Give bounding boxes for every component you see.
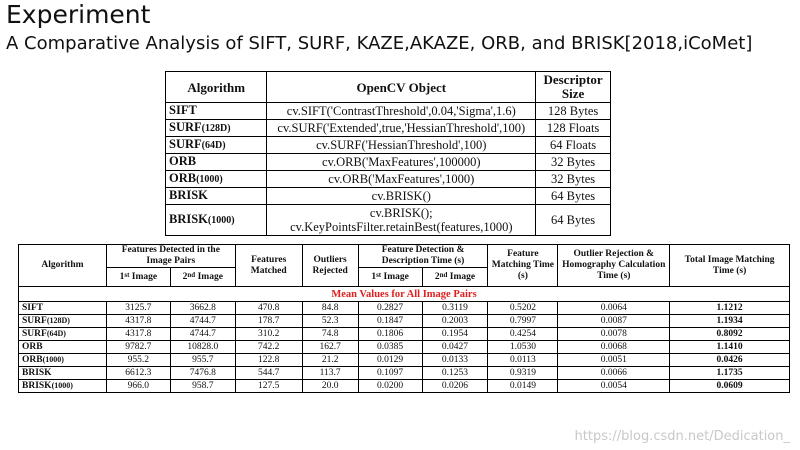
time-image-1-ordinal: st: [376, 270, 382, 279]
features-matched-cell: 127.5: [235, 380, 302, 393]
results-table: [18, 244, 790, 393]
algorithm-variant: (1000): [42, 355, 64, 364]
matching-time-cell: 0.0149: [488, 380, 558, 393]
objects-row: [166, 154, 611, 171]
descriptor-size-cell: 32 Bytes: [536, 154, 611, 171]
detection-time-image-1-cell: 0.0200: [358, 380, 422, 393]
outliers-rejected-cell: 21.2: [302, 354, 358, 367]
opencv-object-cell: [267, 205, 536, 236]
opencv-objects-table: [165, 71, 611, 236]
outliers-rejected-cell: 113.7: [302, 367, 358, 380]
opencv-object-cell: [267, 188, 536, 205]
detection-time-image-2-cell: 0.0133: [422, 354, 488, 367]
outlier-rejection-time-cell: 0.0054: [558, 380, 670, 393]
header-algorithm: Algorithm: [166, 72, 267, 103]
algorithm-name: SIFT: [22, 303, 44, 313]
opencv-object-cell: [267, 137, 536, 154]
image-2-word: Image: [195, 271, 223, 282]
features-image-1-cell: 6612.3: [106, 367, 170, 380]
algorithm-name: SURF: [169, 120, 202, 134]
header-time-image-1: [358, 268, 422, 287]
detection-time-image-2-cell: 0.0206: [422, 380, 488, 393]
features-matched-cell: 470.8: [235, 302, 302, 315]
opencv-object-line: cv.SURF('Extended',true,'HessianThreshold',100): [277, 120, 526, 135]
algorithm-cell: [19, 380, 107, 393]
time-image-2-number: 2: [434, 271, 440, 282]
time-image-1-number: 1: [371, 271, 377, 282]
features-image-2-cell: 10828.0: [170, 341, 235, 354]
opencv-object-cell: [267, 120, 536, 137]
header-image-2: [170, 268, 235, 287]
objects-row: [166, 171, 611, 188]
algorithm-name: ORB: [169, 154, 197, 168]
opencv-object-cell: [267, 171, 536, 188]
image-2-number: 2: [182, 271, 188, 282]
detection-time-image-1-cell: 0.1097: [358, 367, 422, 380]
outliers-rejected-cell: 162.7: [302, 341, 358, 354]
results-row: [19, 328, 790, 341]
image-1-ordinal: st: [124, 270, 130, 279]
algorithm-cell: [166, 137, 267, 154]
header-features-detected: Features Detected in the Image Pairs: [106, 245, 235, 268]
opencv-object-line-2: cv.KeyPointsFilter.retainBest(features,1000): [290, 220, 513, 234]
time-image-1-word: Image: [381, 271, 409, 282]
descriptor-size-cell: 128 Floats: [536, 120, 611, 137]
features-matched-cell: 742.2: [235, 341, 302, 354]
algorithm-variant: (1000): [196, 174, 223, 185]
detection-time-image-1-cell: 0.0385: [358, 341, 422, 354]
outlier-rejection-time-cell: 0.0078: [558, 328, 670, 341]
algorithm-cell: [166, 103, 267, 120]
features-matched-cell: 178.7: [235, 315, 302, 328]
outlier-rejection-time-cell: 0.0051: [558, 354, 670, 367]
matching-time-cell: 0.4254: [488, 328, 558, 341]
image-2-ordinal: nd: [187, 270, 196, 279]
algorithm-name: SIFT: [169, 103, 197, 117]
header-algorithm: Algorithm: [19, 245, 107, 287]
matching-time-cell: 0.9319: [488, 367, 558, 380]
watermark: https://blog.csdn.net/Dedication_: [574, 429, 790, 444]
opencv-object-line: cv.SIFT('ContrastThreshold',0.04,'Sigma',1.6): [286, 103, 516, 118]
descriptor-size-cell: 128 Bytes: [536, 103, 611, 120]
total-time-cell: 0.8092: [670, 328, 790, 341]
algorithm-name: BRISK: [169, 212, 208, 226]
total-time-cell: 0.0609: [670, 380, 790, 393]
objects-row: [166, 137, 611, 154]
algorithm-cell: [19, 302, 107, 315]
features-image-1-cell: 9782.7: [106, 341, 170, 354]
features-matched-cell: 544.7: [235, 367, 302, 380]
results-row: [19, 341, 790, 354]
features-image-1-cell: 955.2: [106, 354, 170, 367]
total-time-cell: 1.1212: [670, 302, 790, 315]
results-header-row: [19, 245, 790, 268]
detection-time-image-2-cell: 0.3119: [422, 302, 488, 315]
detection-time-image-1-cell: 0.1847: [358, 315, 422, 328]
features-image-2-cell: 958.7: [170, 380, 235, 393]
outlier-rejection-time-cell: 0.0087: [558, 315, 670, 328]
opencv-object-line: cv.SURF('HessianThreshold',100): [316, 137, 487, 152]
matching-time-cell: 0.5202: [488, 302, 558, 315]
opencv-object-line: cv.BRISK();: [369, 206, 433, 220]
matching-time-cell: 0.7997: [488, 315, 558, 328]
detection-time-image-2-cell: 0.1253: [422, 367, 488, 380]
algorithm-name: ORB: [169, 171, 197, 185]
algorithm-variant: (64D): [201, 140, 226, 151]
header-outliers-rejected: Outliers Rejected: [302, 245, 358, 287]
outlier-rejection-time-cell: 0.0064: [558, 302, 670, 315]
image-1-number: 1: [119, 271, 125, 282]
header-features-matched: Features Matched: [235, 245, 302, 287]
image-1-word: Image: [129, 271, 158, 282]
detection-time-image-2-cell: 0.0427: [422, 341, 488, 354]
opencv-object-cell: [267, 103, 536, 120]
descriptor-size-cell: 64 Bytes: [536, 188, 611, 205]
slide-subtitle: A Comparative Analysis of SIFT, SURF, KAZE,AKAZE, ORB, and BRISK[2018,iCoMet]: [6, 33, 753, 54]
objects-row: [166, 120, 611, 137]
features-image-1-cell: 4317.8: [106, 328, 170, 341]
outliers-rejected-cell: 52.3: [302, 315, 358, 328]
algorithm-cell: [19, 328, 107, 341]
algorithm-variant: (1000): [207, 215, 235, 226]
algorithm-variant: (64D): [46, 329, 66, 338]
results-row: [19, 302, 790, 315]
algorithm-name: SURF: [169, 137, 202, 151]
header-time-image-2: [422, 268, 488, 287]
features-image-2-cell: 955.7: [170, 354, 235, 367]
time-image-2-word: Image: [447, 271, 476, 282]
results-row: [19, 367, 790, 380]
algorithm-cell: [19, 367, 107, 380]
descriptor-size-cell: 64 Bytes: [536, 205, 611, 236]
outliers-rejected-cell: 84.8: [302, 302, 358, 315]
outliers-rejected-cell: 74.8: [302, 328, 358, 341]
algorithm-cell: [166, 188, 267, 205]
results-row: [19, 354, 790, 367]
features-image-2-cell: 4744.7: [170, 328, 235, 341]
outliers-rejected-cell: 20.0: [302, 380, 358, 393]
descriptor-size-cell: 64 Floats: [536, 137, 611, 154]
features-image-1-cell: 4317.8: [106, 315, 170, 328]
algorithm-name: SURF: [22, 329, 47, 339]
opencv-object-line: cv.ORB('MaxFeatures',100000): [322, 154, 481, 169]
section-row: [19, 287, 790, 302]
objects-header-row: [166, 72, 611, 103]
algorithm-variant: (128D): [46, 316, 70, 325]
slide-title: Experiment: [6, 0, 151, 29]
header-matching-time: Feature Matching Time (s): [488, 245, 558, 287]
objects-row: [166, 188, 611, 205]
algorithm-name: SURF: [22, 316, 47, 326]
header-total-time: Total Image Matching Time (s): [670, 245, 790, 287]
detection-time-image-2-cell: 0.2003: [422, 315, 488, 328]
algorithm-name: ORB: [22, 342, 43, 352]
results-row: [19, 380, 790, 393]
features-image-1-cell: 3125.7: [106, 302, 170, 315]
features-matched-cell: 122.8: [235, 354, 302, 367]
outlier-rejection-time-cell: 0.0068: [558, 341, 670, 354]
matching-time-cell: 1.0530: [488, 341, 558, 354]
opencv-object-cell: [267, 154, 536, 171]
objects-row: [166, 103, 611, 120]
total-time-cell: 1.1410: [670, 341, 790, 354]
opencv-object-line: cv.BRISK(): [371, 188, 431, 203]
algorithm-cell: [166, 120, 267, 137]
time-image-2-ordinal: nd: [439, 270, 448, 279]
objects-row: [166, 205, 611, 236]
total-time-cell: 0.0426: [670, 354, 790, 367]
detection-time-image-1-cell: 0.0129: [358, 354, 422, 367]
features-image-2-cell: 3662.8: [170, 302, 235, 315]
algorithm-cell: [19, 315, 107, 328]
algorithm-variant: (128D): [201, 123, 231, 134]
algorithm-name: BRISK: [169, 188, 208, 202]
total-time-cell: 1.1735: [670, 367, 790, 380]
outlier-rejection-time-cell: 0.0066: [558, 367, 670, 380]
algorithm-cell: [166, 205, 267, 236]
detection-time-image-2-cell: 0.1954: [422, 328, 488, 341]
detection-time-image-1-cell: 0.1806: [358, 328, 422, 341]
algorithm-name: ORB: [22, 355, 43, 365]
algorithm-cell: [166, 171, 267, 188]
results-row: [19, 315, 790, 328]
header-outlier-time: Outlier Rejection & Homography Calculation Time (s): [558, 245, 670, 287]
algorithm-name: BRISK: [22, 368, 52, 378]
features-image-1-cell: 966.0: [106, 380, 170, 393]
opencv-object-line: cv.ORB('MaxFeatures',1000): [328, 171, 475, 186]
header-descriptor-size: Descriptor Size: [536, 72, 611, 103]
header-image-1: [106, 268, 170, 287]
features-matched-cell: 310.2: [235, 328, 302, 341]
algorithm-cell: [166, 154, 267, 171]
detection-time-image-1-cell: 0.2827: [358, 302, 422, 315]
algorithm-name: BRISK: [22, 381, 52, 391]
matching-time-cell: 0.0113: [488, 354, 558, 367]
algorithm-cell: [19, 354, 107, 367]
features-image-2-cell: 4744.7: [170, 315, 235, 328]
section-label: Mean Values for All Image Pairs: [19, 287, 790, 302]
header-opencv-object: OpenCV Object: [267, 72, 536, 103]
total-time-cell: 1.1934: [670, 315, 790, 328]
algorithm-cell: [19, 341, 107, 354]
descriptor-size-cell: 32 Bytes: [536, 171, 611, 188]
algorithm-variant: (1000): [51, 381, 73, 390]
header-detection-time: Feature Detection & Description Time (s): [358, 245, 488, 268]
features-image-2-cell: 7476.8: [170, 367, 235, 380]
